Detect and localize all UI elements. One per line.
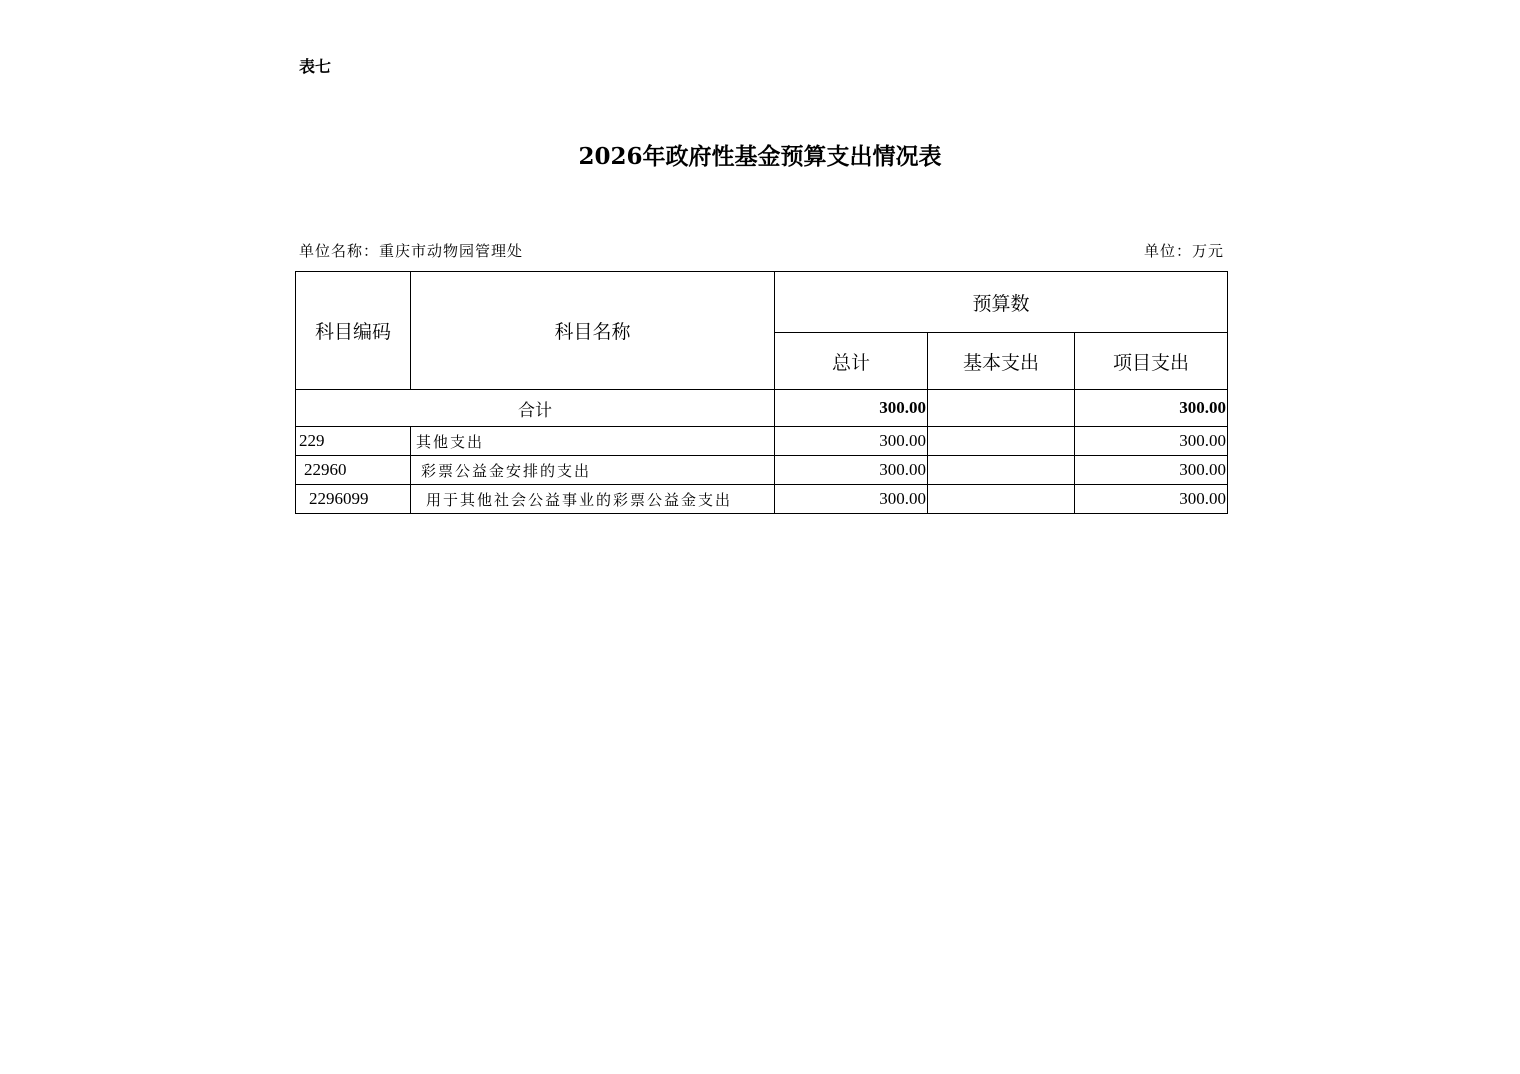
- total-row-project: 300.00: [1075, 390, 1228, 427]
- total-row: [296, 390, 1228, 427]
- budget-table: [295, 271, 1228, 514]
- row-total: 300.00: [775, 427, 928, 456]
- row-total: 300.00: [775, 485, 928, 514]
- row-code: 22960: [296, 456, 411, 485]
- row-code: 2296099: [296, 485, 411, 514]
- header-budget-amount: 预算数: [775, 272, 1228, 333]
- currency-unit-label: 单位：万元: [1143, 242, 1224, 260]
- table-row: [296, 456, 1228, 485]
- header-subject-code: 科目编码: [296, 272, 411, 390]
- total-row-label: 合计: [296, 390, 775, 427]
- row-basic: [928, 456, 1075, 485]
- row-name: 用于其他社会公益事业的彩票公益金支出: [411, 485, 775, 514]
- row-code: 229: [296, 427, 411, 456]
- row-project: 300.00: [1075, 427, 1228, 456]
- header-project-expense: 项目支出: [1075, 333, 1228, 390]
- total-row-basic: [928, 390, 1075, 427]
- table-row: [296, 485, 1228, 514]
- row-basic: [928, 485, 1075, 514]
- row-name: 其他支出: [411, 427, 775, 456]
- row-project: 300.00: [1075, 456, 1228, 485]
- row-total: 300.00: [775, 456, 928, 485]
- page-title: 2026年政府性基金预算支出情况表: [578, 143, 942, 170]
- header-row-top: [296, 272, 1228, 333]
- unit-name-label: 单位名称：重庆市动物园管理处: [299, 242, 524, 260]
- row-project: 300.00: [1075, 485, 1228, 514]
- header-total: 总计: [775, 333, 928, 390]
- table-number-label: 表七: [299, 57, 332, 76]
- total-row-total: 300.00: [775, 390, 928, 427]
- header-subject-name: 科目名称: [411, 272, 775, 390]
- table-row: [296, 427, 1228, 456]
- row-name: 彩票公益金安排的支出: [411, 456, 775, 485]
- header-basic-expense: 基本支出: [928, 333, 1075, 390]
- row-basic: [928, 427, 1075, 456]
